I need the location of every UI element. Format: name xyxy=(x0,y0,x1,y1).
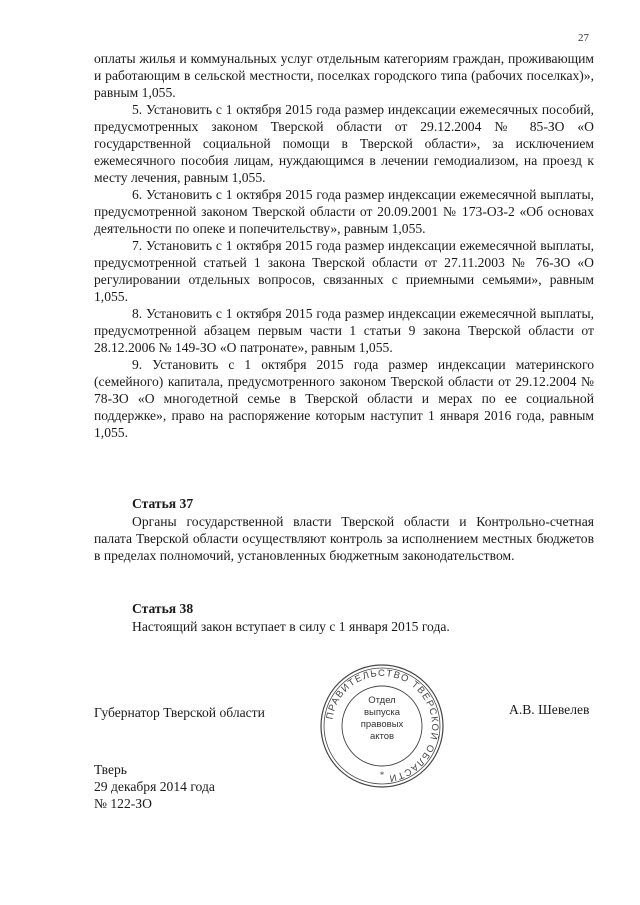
stamp-ring-text: ПРАВИТЕЛЬСТВО ТВЕРСКОЙ ОБЛАСТИ xyxy=(324,667,441,784)
signing-date: 29 декабря 2014 года xyxy=(94,779,215,794)
law-number: № 122-ЗО xyxy=(94,796,152,811)
governor-title: Губернатор Тверской области xyxy=(94,705,265,720)
stamp-line-3: правовых xyxy=(360,719,404,730)
paragraph-item-6: 6. Установить с 1 октября 2015 года размер индексации ежемесячной выплаты, предусмотренной законом Тверской области от 20.09.2001 № 173-ОЗ-2 «Об основах деятельности по опеке и попечительству», равным 1,055. xyxy=(94,187,594,236)
article-37-heading: Статья 37 xyxy=(132,496,194,511)
law-body-text xyxy=(94,50,594,441)
paragraph-continuation: оплаты жилья и коммунальных услуг отдельным категориям граждан, проживающим и работающим в сельской местности, поселках городского типа (рабочих поселках)», равным 1,055. xyxy=(94,51,594,100)
paragraph-item-8: 8. Установить с 1 октября 2015 года размер индексации ежемесячной выплаты, предусмотренной абзацем первым части 1 статьи 9 закона Тверской области от 28.12.2006 № 149-ЗО «О патронате», равным 1,055. xyxy=(94,306,594,355)
article-37-body xyxy=(94,513,594,564)
governor-name: А.В. Шевелев xyxy=(509,702,590,717)
article-38-text: Настоящий закон вступает в силу с 1 января 2015 года. xyxy=(132,619,450,634)
article-37-text: Органы государственной власти Тверской области и Контрольно-счетная палата Тверской области осуществляют контроль за исполнением местных бюджетов в пределах полномочий, установленных бюджетным законодательством. xyxy=(94,514,594,563)
paragraph-item-5: 5. Установить с 1 октября 2015 года размер индексации ежемесячных пособий, предусмотренных законом Тверской области от 29.12.2004 № 85-ЗО «О государственной социальной помощи в Тверской области», за исключением ежемесячного пособия лицам, нуждающимся в лечении гемодиализом, на проезд к месту лечения, равным 1,055. xyxy=(94,102,594,185)
official-stamp xyxy=(317,661,447,791)
paragraph-item-9: 9. Установить с 1 октября 2015 года размер индексации материнского (семейного) капитала, предусмотренного законом Тверской области от 29.12.2004 № 78-ЗО «О многодетной семье в Тверской области и мерах по ее социальной поддержке», право на распоряжение которым наступит 1 января 2016 года, равным 1,055. xyxy=(94,357,594,440)
page-number: 27 xyxy=(578,32,589,44)
article-38-heading: Статья 38 xyxy=(132,601,194,616)
stamp-line-1: Отдел xyxy=(368,695,396,706)
stamp-line-2: выпуска xyxy=(363,707,401,718)
stamp-star-icon: * xyxy=(379,770,385,780)
stamp-center-text xyxy=(350,695,414,743)
signing-place: Тверь xyxy=(94,762,127,777)
stamp-line-4: актов xyxy=(369,731,395,742)
article-38-body xyxy=(94,618,594,635)
paragraph-item-7: 7. Установить с 1 октября 2015 года размер индексации ежемесячной выплаты, предусмотренной статьей 1 закона Тверской области от 27.11.2003 № 76-ЗО «О регулировании отдельных вопросов, связанных с приемными семьями», равным 1,055. xyxy=(94,238,594,304)
